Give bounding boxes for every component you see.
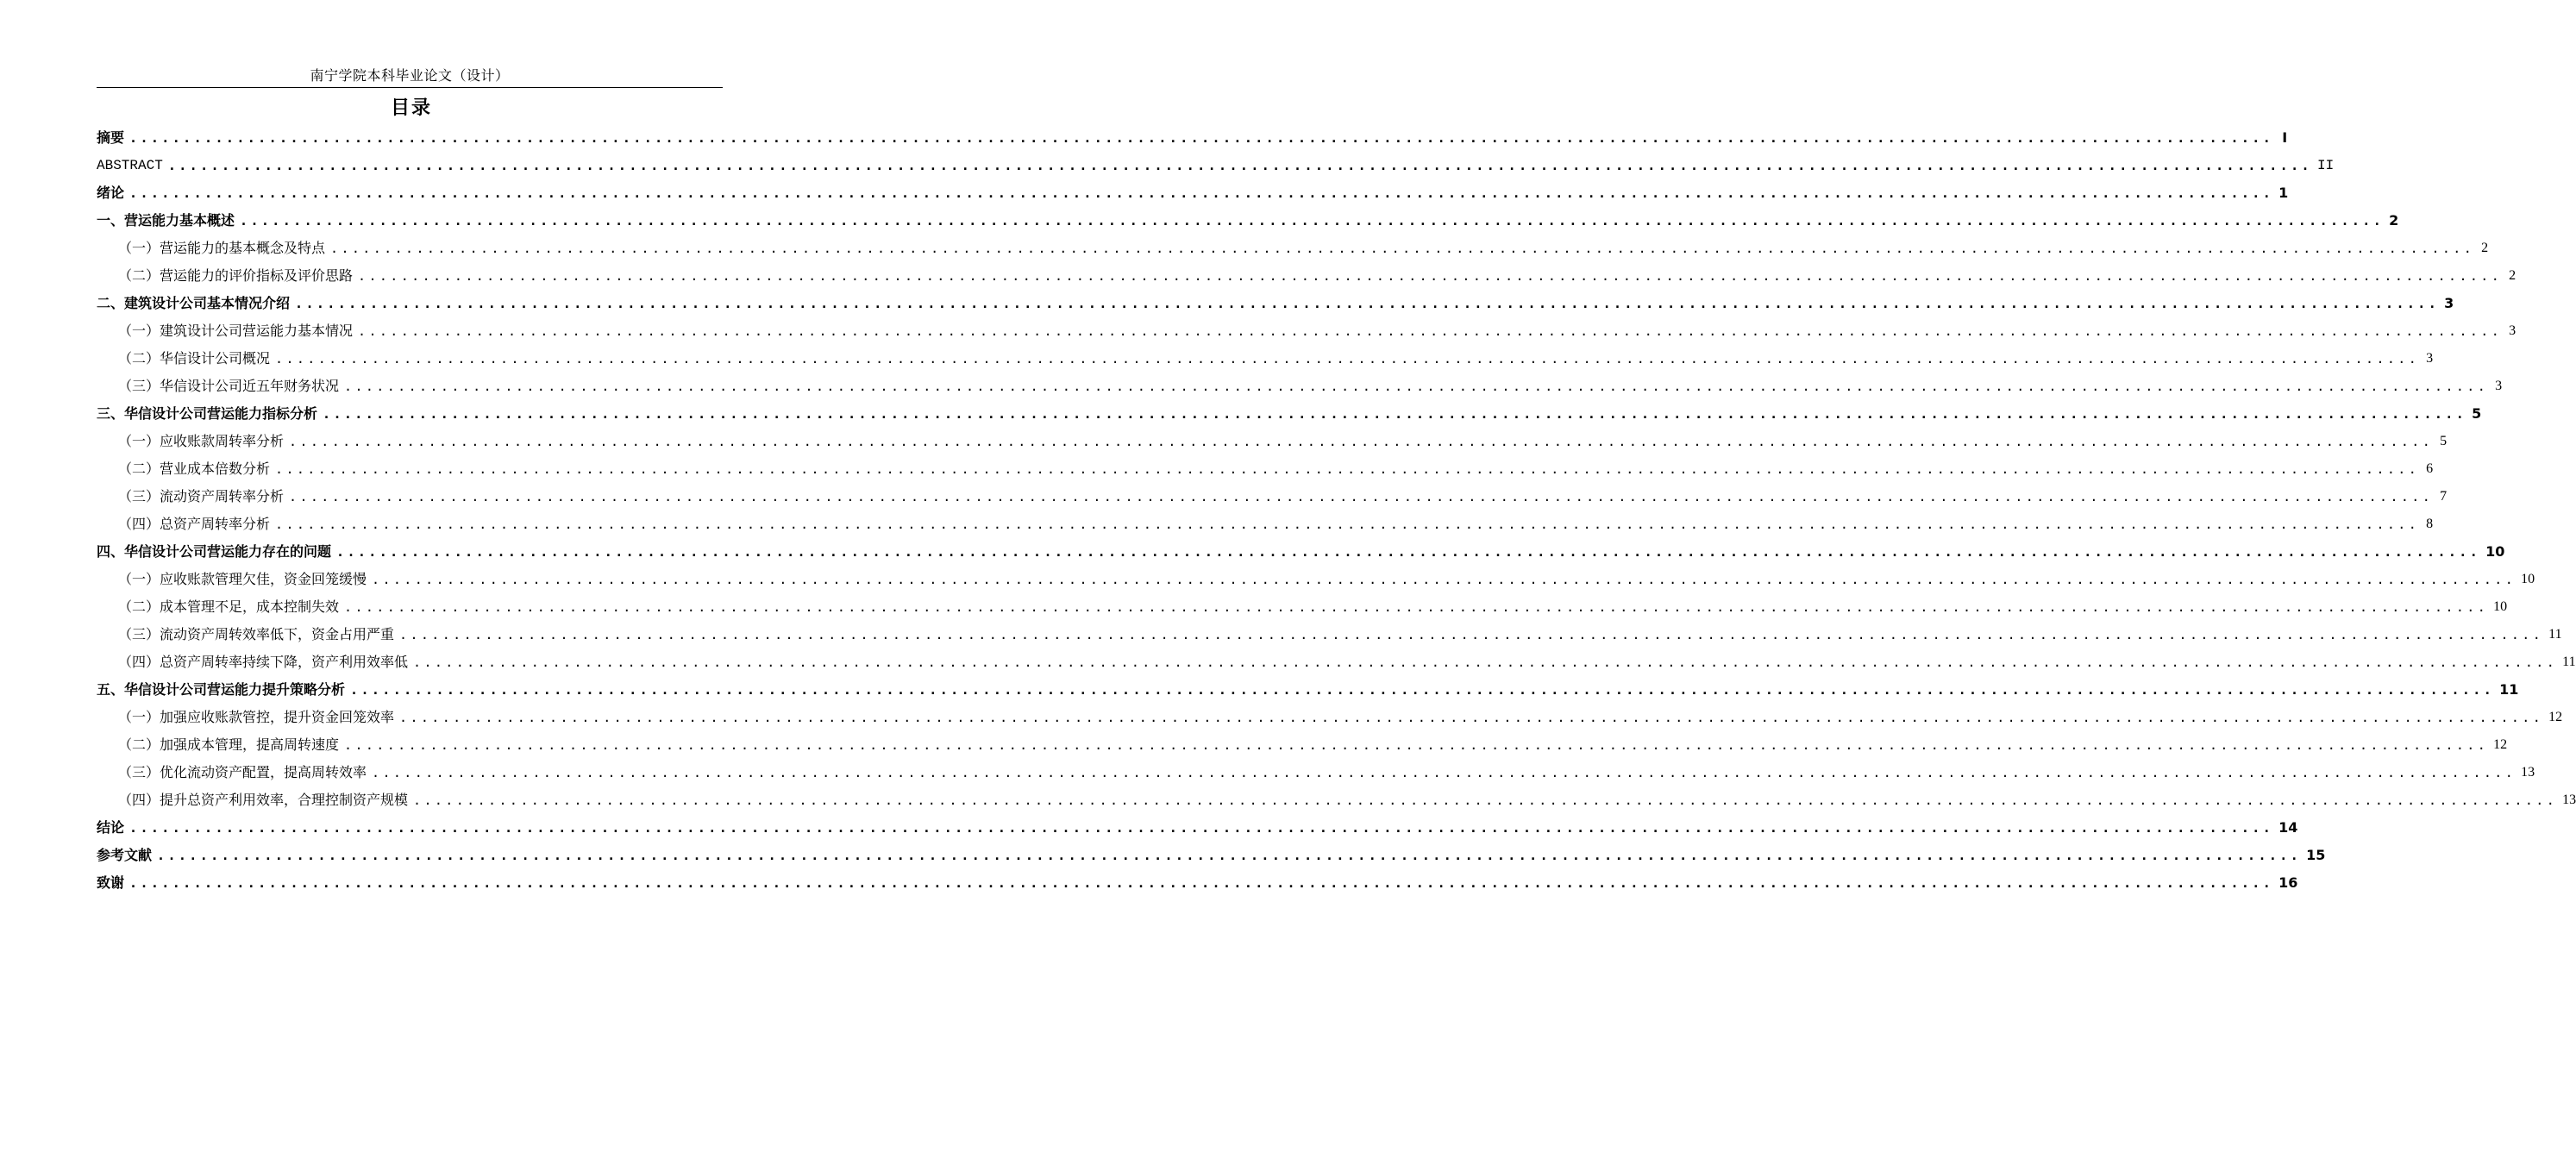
toc-dot-leader: ........................................................................................................................................................................................................ <box>129 130 2274 146</box>
toc-dot-leader: ........................................................................................................................................................................................................ <box>323 406 2467 422</box>
toc-dot-leader: ........................................................................................................................................................................................................ <box>399 710 2544 725</box>
toc-dot-leader: ........................................................................................................................................................................................................ <box>344 737 2489 753</box>
toc-dot-leader: ........................................................................................................................................................................................................ <box>399 627 2544 642</box>
toc-entry-label: （四）总资产周转率持续下降，资产利用效率低 <box>118 654 409 670</box>
toc-page-number: 10 <box>2521 572 2535 586</box>
toc-dot-leader: ........................................................................................................................................................................................................ <box>129 185 2274 201</box>
toc-dot-leader: ........................................................................................................................................................................................................ <box>167 158 2312 173</box>
toc-entry-label: 四、华信设计公司营运能力存在的问题 <box>97 543 332 560</box>
toc-section-entry[interactable] <box>97 621 2562 648</box>
toc-page-number: 11 <box>2548 627 2562 642</box>
toc-dot-leader: ........................................................................................................................................................................................................ <box>129 820 2274 836</box>
toc-entry-label: （一）加强应收账款管控，提升资金回笼效率 <box>118 709 395 725</box>
toc-entry-label: （二）加强成本管理，提高周转速度 <box>118 736 340 753</box>
toc-page-number: 11 <box>2562 655 2576 669</box>
toc-entry-label: （三）华信设计公司近五年财务状况 <box>118 378 340 394</box>
toc-page-number: 5 <box>2440 434 2448 448</box>
toc-section-entry[interactable] <box>97 511 2434 538</box>
toc-chapter-entry[interactable] <box>97 124 2288 152</box>
toc-entry-label: （一）应收账款管理欠佳，资金回笼缓慢 <box>118 571 367 587</box>
toc-section-entry[interactable] <box>97 566 2535 593</box>
toc-chapter-entry[interactable] <box>97 842 2326 869</box>
toc-page-number: I <box>2282 129 2288 146</box>
toc-section-entry[interactable] <box>97 317 2516 345</box>
toc-page-number: 14 <box>2278 819 2298 836</box>
toc-dot-leader: ........................................................................................................................................................................................................ <box>344 599 2489 615</box>
toc-entry-label: （二）营业成本倍数分析 <box>118 460 271 477</box>
toc-dot-leader: ........................................................................................................................................................................................................ <box>129 875 2274 891</box>
toc-page-number: 3 <box>2495 379 2503 393</box>
toc-entry-label: 二、建筑设计公司基本情况介绍 <box>97 295 291 311</box>
toc-section-entry[interactable] <box>97 345 2434 373</box>
toc-page-number: 10 <box>2485 543 2505 560</box>
toc-chapter-entry[interactable] <box>97 152 2335 179</box>
toc-dot-leader: ........................................................................................................................................................................................................ <box>372 572 2516 587</box>
toc-entry-label: （二）营运能力的评价指标及评价思路 <box>118 267 354 284</box>
toc-section-entry[interactable] <box>97 786 2576 814</box>
toc-chapter-entry[interactable] <box>97 538 2505 566</box>
table-of-contents <box>97 124 2576 897</box>
toc-dot-leader: ........................................................................................................................................................................................................ <box>358 323 2503 339</box>
toc-entry-label: （二）成本管理不足，成本控制失效 <box>118 598 340 615</box>
header-rule <box>97 87 723 88</box>
toc-dot-leader: ........................................................................................................................................................................................................ <box>350 682 2495 698</box>
toc-chapter-entry[interactable] <box>97 207 2399 235</box>
toc-entry-label: ABSTRACT <box>97 158 163 173</box>
toc-entry-label: （三）流动资产周转率分析 <box>118 488 285 504</box>
toc-dot-leader: ........................................................................................................................................................................................................ <box>413 655 2558 670</box>
toc-dot-leader: ........................................................................................................................................................................................................ <box>372 765 2516 780</box>
toc-page-number: 10 <box>2493 599 2508 614</box>
toc-section-entry[interactable] <box>97 262 2516 290</box>
toc-dot-leader: ........................................................................................................................................................................................................ <box>289 434 2434 449</box>
toc-entry-label: （三）流动资产周转效率低下，资金占用严重 <box>118 626 395 642</box>
toc-page-number: 2 <box>2389 212 2399 229</box>
toc-entry-label: 摘要 <box>97 129 125 146</box>
toc-title: 目录 <box>390 97 432 119</box>
toc-page-number: 16 <box>2278 874 2298 891</box>
toc-chapter-entry[interactable] <box>97 676 2519 704</box>
toc-dot-leader: ........................................................................................................................................................................................................ <box>344 379 2489 394</box>
toc-entry-label: （四）提升总资产利用效率，合理控制资产规模 <box>118 792 409 808</box>
toc-entry-label: 致谢 <box>97 874 125 891</box>
toc-dot-leader: ........................................................................................................................................................................................................ <box>358 268 2503 284</box>
toc-chapter-entry[interactable] <box>97 400 2482 428</box>
toc-entry-label: 结论 <box>97 819 125 836</box>
toc-entry-label: 五、华信设计公司营运能力提升策略分析 <box>97 681 346 698</box>
toc-dot-leader: ........................................................................................................................................................................................................ <box>289 489 2434 504</box>
toc-dot-leader: ........................................................................................................................................................................................................ <box>240 213 2385 229</box>
toc-section-entry[interactable] <box>97 235 2489 262</box>
toc-entry-label: 三、华信设计公司营运能力指标分析 <box>97 405 318 422</box>
toc-page-number: 11 <box>2499 681 2519 698</box>
toc-page-number: 7 <box>2440 489 2448 504</box>
toc-dot-leader: ........................................................................................................................................................................................................ <box>413 793 2558 808</box>
toc-section-entry[interactable] <box>97 731 2508 759</box>
toc-page-number: 2 <box>2509 268 2516 283</box>
toc-page-number: 2 <box>2481 241 2489 255</box>
toc-section-entry[interactable] <box>97 483 2448 511</box>
toc-section-entry[interactable] <box>97 648 2576 676</box>
toc-entry-label: 绪论 <box>97 185 125 201</box>
toc-dot-leader: ........................................................................................................................................................................................................ <box>275 351 2420 366</box>
toc-page-number: 3 <box>2426 351 2434 366</box>
toc-page-number: 8 <box>2426 517 2434 531</box>
toc-section-entry[interactable] <box>97 373 2503 400</box>
toc-page-number: 12 <box>2548 710 2563 724</box>
toc-page-number: 5 <box>2472 405 2482 422</box>
toc-entry-label: （二）华信设计公司概况 <box>118 350 271 366</box>
toc-entry-label: （一）建筑设计公司营运能力基本情况 <box>118 323 354 339</box>
toc-page-number: II <box>2316 158 2335 173</box>
toc-dot-leader: ........................................................................................................................................................................................................ <box>275 461 2420 477</box>
toc-entry-label: 一、营运能力基本概述 <box>97 212 235 229</box>
toc-page-number: 13 <box>2562 793 2576 807</box>
toc-dot-leader: ........................................................................................................................................................................................................ <box>295 296 2440 311</box>
toc-page-number: 1 <box>2278 185 2289 201</box>
toc-section-entry[interactable] <box>97 455 2434 483</box>
toc-section-entry[interactable] <box>97 704 2563 731</box>
running-header: 南宁学院本科毕业论文（设计） <box>310 67 510 84</box>
toc-chapter-entry[interactable] <box>97 869 2298 897</box>
toc-entry-label: 参考文献 <box>97 847 153 863</box>
toc-dot-leader: ........................................................................................................................................................................................................ <box>330 241 2475 256</box>
toc-section-entry[interactable] <box>97 759 2535 786</box>
toc-page-number: 13 <box>2521 765 2535 780</box>
toc-section-entry[interactable] <box>97 593 2508 621</box>
toc-page-number: 3 <box>2509 323 2516 338</box>
toc-chapter-entry[interactable] <box>97 179 2289 207</box>
toc-page-number: 3 <box>2444 295 2454 311</box>
toc-dot-leader: ........................................................................................................................................................................................................ <box>275 517 2420 532</box>
toc-dot-leader: ........................................................................................................................................................................................................ <box>157 848 2302 863</box>
toc-entry-label: （三）优化流动资产配置，提高周转效率 <box>118 764 367 780</box>
toc-section-entry[interactable] <box>97 428 2448 455</box>
toc-entry-label: （一）营运能力的基本概念及特点 <box>118 240 326 256</box>
toc-page-number: 12 <box>2493 737 2508 752</box>
toc-dot-leader: ........................................................................................................................................................................................................ <box>336 544 2481 560</box>
toc-page-number: 6 <box>2426 461 2434 476</box>
toc-entry-label: （一）应收账款周转率分析 <box>118 433 285 449</box>
toc-entry-label: （四）总资产周转率分析 <box>118 516 271 532</box>
toc-chapter-entry[interactable] <box>97 290 2454 317</box>
toc-chapter-entry[interactable] <box>97 814 2298 842</box>
toc-page-number: 15 <box>2306 847 2326 863</box>
